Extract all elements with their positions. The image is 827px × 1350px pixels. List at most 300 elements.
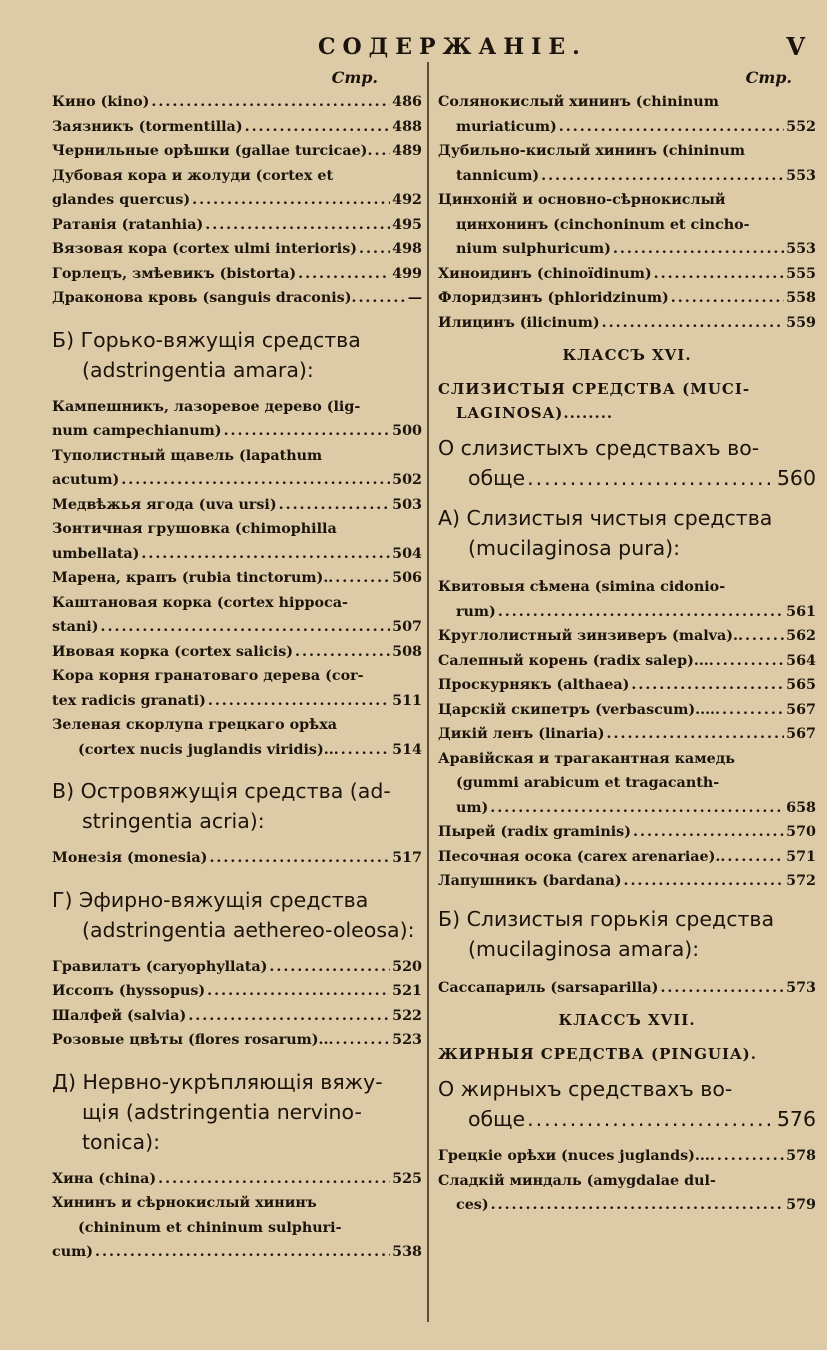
entry-text: um) [456, 799, 489, 816]
page-number: 514 [392, 741, 422, 758]
entry-text: обще [468, 1107, 526, 1131]
entry-line [52, 1028, 422, 1053]
entry-text: acutum) [52, 472, 120, 488]
toc-entry [52, 566, 422, 591]
toc-entry [52, 213, 422, 238]
page-column-label: Стр. [331, 68, 378, 87]
entry-text: Кино (kino) [52, 94, 150, 110]
toc-entry [52, 517, 422, 566]
toc-entry [438, 262, 816, 287]
page-number: 488 [392, 118, 422, 135]
page-number: 492 [392, 192, 422, 208]
entry-line [438, 237, 816, 262]
toc-entry [438, 1169, 816, 1218]
entry-line [52, 979, 422, 1004]
heading-line: tonica): [82, 1129, 161, 1154]
dot-leader [527, 1104, 775, 1134]
page-number: 503 [392, 496, 422, 513]
section-heading [52, 1067, 422, 1157]
page-number: 502 [392, 472, 422, 488]
toc-entry [52, 395, 422, 444]
dot-leader [745, 624, 784, 649]
entry-text: Салепный корень (radix salep).... [438, 652, 714, 669]
entry-line [52, 444, 422, 469]
dot-leader [192, 188, 390, 213]
page-number: 506 [392, 570, 422, 586]
entry-text: muriaticum) [456, 118, 557, 135]
column-divider [427, 62, 429, 1322]
page-number: 522 [392, 1007, 422, 1024]
entry-line [52, 1167, 422, 1192]
page-number: 564 [786, 652, 816, 669]
class-heading: КЛАССЪ XVI. [562, 346, 692, 364]
heading-line: (adstringentia aethereo-oleosa): [82, 917, 415, 942]
entry-text: ces) [456, 1197, 489, 1213]
entry-line [52, 395, 422, 420]
entry-text: Сладкій миндаль (amygdalae dul- [438, 1172, 716, 1189]
dot-leader [671, 286, 784, 311]
entry-text: Лапушникъ (bardana) [438, 873, 622, 889]
page-number: 578 [786, 1148, 816, 1164]
entry-text: Драконова кровь (sanguis draconis). [52, 290, 357, 306]
entry-line [438, 976, 816, 1001]
dot-leader [209, 846, 390, 871]
page-number: 504 [392, 545, 422, 562]
dot-leader [358, 286, 405, 311]
section-heading [52, 325, 422, 385]
entry-text: num campechianum) [52, 423, 222, 439]
entry-text: Хининъ и сѣрнокислый хининъ [52, 1195, 317, 1211]
dot-leader [158, 1167, 390, 1192]
entry-line [52, 542, 422, 567]
entry-text: glandes quercus) [52, 192, 191, 208]
page-number: 571 [786, 848, 816, 865]
entry-text: Зонтичная грушовка (chimophilla [52, 521, 337, 537]
toc-entry [438, 869, 816, 894]
entry-line [438, 747, 816, 772]
entry-text: Дикій ленъ (linaria) [438, 726, 605, 742]
entry-text: stani) [52, 619, 99, 635]
page-number: 538 [392, 1244, 422, 1260]
page-number: 553 [786, 241, 816, 257]
page-number: 559 [786, 314, 816, 331]
entry-text: Дубовая кора и жолуди (cortex et [52, 167, 334, 184]
entry-text: Кампешникъ, лазоревое дерево (lig- [52, 398, 361, 415]
entry-line [52, 1216, 422, 1241]
dot-leader [121, 468, 390, 493]
page-number: 567 [786, 726, 816, 742]
dot-leader [205, 213, 390, 238]
entry-line [438, 139, 816, 164]
entry-line [52, 115, 422, 140]
entry-text: Гравилатъ (caryophyllata) [52, 958, 268, 975]
toc-entry [438, 575, 816, 624]
entry-line [52, 1191, 422, 1216]
entry-line [52, 615, 422, 640]
page-number: 579 [786, 1197, 816, 1213]
entry-line [52, 566, 422, 591]
entry-line [438, 401, 816, 425]
toc-entry [52, 286, 422, 311]
dot-leader [101, 615, 391, 640]
entry-line [438, 624, 816, 649]
entry-text: Песочная осока (carex arenariae).. [438, 848, 726, 865]
entry-text: Туполистный щавель (lapathum [52, 447, 323, 464]
entry-text: Проскурнякъ (althaea) [438, 677, 630, 693]
entry-line [52, 213, 422, 238]
entry-text: rum) [456, 603, 496, 620]
entry-line [438, 1193, 816, 1218]
toc-entry [52, 640, 422, 665]
dot-leader [245, 115, 391, 140]
page-number: 499 [392, 265, 422, 282]
section-heading [438, 503, 816, 563]
entry-line [438, 722, 816, 747]
page-number: 486 [392, 94, 422, 110]
toc-entry [52, 1004, 422, 1029]
class-heading: КЛАССЪ XVII. [558, 1011, 696, 1029]
entry-line [52, 139, 422, 164]
entry-line [438, 311, 816, 336]
dot-leader [224, 419, 391, 444]
toc-entry [52, 164, 422, 213]
page-number: 521 [392, 983, 422, 999]
toc-entry [438, 747, 816, 821]
toc-entry [438, 698, 816, 723]
dot-leader [490, 796, 784, 821]
toc-entry [52, 493, 422, 518]
heading-line: Д) Нервно-укрѣпляющія вяжу- [52, 1069, 383, 1094]
heading-line: (mucilaginosa pura): [468, 536, 681, 560]
entry-text: Круглолистный зинзиверъ (malva).. [438, 628, 743, 644]
class-title [438, 377, 816, 425]
dot-leader [341, 738, 390, 763]
dot-leader [527, 463, 775, 493]
entry-text: Марена, крапъ (rubia tinctorum).. [52, 570, 334, 586]
toc-entry [52, 237, 422, 262]
entry-text: Шалфей (salvia) [52, 1007, 187, 1024]
dot-leader [541, 164, 784, 189]
section-heading [52, 776, 422, 836]
entry-line [52, 517, 422, 542]
entry-text: Царскій скипетръ (verbascum)..... [438, 701, 721, 718]
entry-text: Солянокислый хининъ (chininum [438, 94, 719, 110]
entry-text: Горлецъ, змѣевикъ (bistorta) [52, 265, 297, 282]
dot-leader [613, 237, 784, 262]
dot-leader [716, 649, 784, 674]
entry-text: Хина (china) [52, 1170, 157, 1187]
entry-line [52, 640, 422, 665]
page-number: 525 [392, 1170, 422, 1187]
dot-leader [95, 1240, 390, 1265]
toc-entry [52, 1167, 422, 1192]
entry-text: цинхонинъ (cinchoninum et cincho- [456, 216, 750, 233]
toc-entry [52, 591, 422, 640]
entry-line [438, 771, 816, 796]
toc-entry [52, 262, 422, 287]
entry-line [438, 673, 816, 698]
entry-text: Медвѣжья ягода (uva ursi) [52, 496, 277, 513]
page-number: 573 [786, 979, 816, 996]
dot-leader [602, 311, 785, 336]
entry-line [438, 286, 816, 311]
page-number: 520 [392, 958, 422, 975]
dot-leader [208, 689, 390, 714]
class-title [438, 1042, 816, 1066]
entry-line [438, 115, 816, 140]
entry-line [52, 689, 422, 714]
page-number: 517 [392, 850, 422, 866]
entry-line [438, 869, 816, 894]
entry-text: (cortex nucis juglandis viridis)... [78, 741, 339, 758]
entry-text: Флоридзинъ (phloridzinum) [438, 290, 669, 306]
entry-line [52, 955, 422, 980]
entry-line [438, 90, 816, 115]
page-number: 562 [786, 628, 816, 644]
toc-entry [52, 713, 422, 762]
entry-text: umbellata) [52, 545, 140, 562]
heading-line: stringentia acria): [82, 809, 265, 833]
dot-leader [298, 262, 390, 287]
entry-text: nium sulphuricum) [456, 241, 611, 257]
entry-line [52, 90, 422, 115]
page-number: 576 [776, 1107, 816, 1131]
entry-text: Чернильные орѣшки (gallae turcicae). [52, 143, 373, 159]
section-heading [438, 1074, 816, 1134]
entry-line [52, 846, 422, 871]
entry-line [52, 1004, 422, 1029]
section-heading [438, 433, 816, 493]
entry-line [52, 713, 422, 738]
left-entries [52, 90, 422, 1265]
entry-line [438, 213, 816, 238]
entry-text: Каштановая корка (cortex hippoca- [52, 594, 348, 611]
toc-entry [438, 673, 816, 698]
toc-entry [52, 444, 422, 493]
entry-line [52, 237, 422, 262]
entry-line [52, 164, 422, 189]
page-number: 508 [392, 643, 422, 660]
dot-leader [207, 979, 390, 1004]
page-numeral: V [786, 32, 805, 61]
page-number: 495 [392, 216, 422, 233]
dot-leader [295, 640, 390, 665]
page-number: 572 [786, 873, 816, 889]
dot-leader [335, 1028, 390, 1053]
entry-text: Илицинъ (ilicinum) [438, 314, 600, 331]
entry-line [438, 1074, 816, 1104]
page-number: 523 [392, 1032, 422, 1048]
entry-line [52, 1240, 422, 1265]
dot-leader [491, 1193, 785, 1218]
heading-line: (mucilaginosa amara): [468, 936, 700, 961]
entry-text: cum) [52, 1244, 93, 1260]
entry-text: О жирныхъ средствахъ во- [438, 1077, 733, 1101]
page-number: 489 [392, 143, 422, 159]
page-number: 658 [786, 799, 816, 816]
entry-line [52, 468, 422, 493]
dot-leader [269, 955, 390, 980]
toc-entry [438, 188, 816, 262]
dot-leader [335, 566, 390, 591]
entry-line [52, 262, 422, 287]
page-number: — [407, 290, 422, 306]
entry-text: Ратанія (ratanhia) [52, 216, 204, 233]
page-number: 560 [776, 466, 816, 490]
entry-line [438, 463, 816, 493]
toc-entry [52, 90, 422, 115]
page-header [0, 30, 827, 66]
dot-leader [623, 869, 784, 894]
entry-text: обще [468, 466, 526, 490]
toc-entry [438, 286, 816, 311]
toc-entry [52, 955, 422, 980]
entry-text: Дубильно-кислый хининъ (chininum [438, 143, 745, 159]
entry-line [438, 1169, 816, 1194]
toc-entry [438, 624, 816, 649]
entry-line [438, 820, 816, 845]
dot-leader [374, 139, 390, 164]
entry-text: Хиноидинъ (chinoïdinum) [438, 265, 652, 282]
entry-line [52, 419, 422, 444]
heading-line: В) Островяжущія средства (ad- [52, 779, 391, 803]
entry-text: Ивовая корка (cortex salicis) [52, 643, 294, 660]
heading-line: (adstringentia amara): [82, 357, 314, 382]
toc-entry [52, 846, 422, 871]
entry-text: tex radicis granati) [52, 692, 206, 709]
entry-text: СЛИЗИСТЫЯ СРЕДСТВА (MUCI- [438, 380, 751, 398]
toc-entry [438, 845, 816, 870]
page-number: 561 [786, 603, 816, 620]
page-number: 565 [786, 677, 816, 693]
toc-entry [52, 115, 422, 140]
entry-line [438, 262, 816, 287]
entry-text: Монезія (monesia) [52, 850, 208, 866]
page-number: 558 [786, 290, 816, 306]
page-column-label: Стр. [745, 68, 792, 87]
dot-leader [188, 1004, 390, 1029]
entry-text: LAGINOSA)........ [456, 404, 614, 422]
toc-entry [438, 976, 816, 1001]
entry-text: (gummi arabicum et tragacanth- [456, 775, 720, 791]
heading-line: Б) Слизистыя горькія средства [438, 906, 775, 931]
toc-entry [438, 820, 816, 845]
dot-leader [631, 673, 784, 698]
entry-line [438, 433, 816, 463]
entry-line [438, 698, 816, 723]
page-title: СОДЕРЖАНІЕ. [318, 34, 587, 60]
entry-line [438, 1042, 816, 1066]
entry-text: tannicum) [456, 167, 540, 184]
page-number: 553 [786, 167, 816, 184]
toc-entry [52, 979, 422, 1004]
page-number: 570 [786, 824, 816, 840]
dot-leader [151, 90, 390, 115]
dot-leader [727, 845, 784, 870]
entry-text: Квитовыя сѣмена (simina cidonio- [438, 579, 726, 595]
toc-entry [438, 311, 816, 336]
entry-text: Вязовая кора (cortex ulmi interioris) [52, 241, 358, 257]
entry-text: Цинхоній и основно-сѣрнокислый [438, 192, 726, 208]
dot-leader [279, 493, 391, 518]
dot-leader [498, 600, 784, 625]
right-column [438, 66, 816, 1218]
entry-text: Кора корня гранатоваго дерева (cor- [52, 668, 364, 684]
entry-text: (chininum et chininum sulphuri- [78, 1219, 342, 1236]
dot-leader [607, 722, 785, 747]
dot-leader [359, 237, 390, 262]
entry-line [438, 188, 816, 213]
entry-text: Розовые цвѣты (flores rosarum)... [52, 1032, 334, 1048]
heading-line: А) Слизистыя чистыя средства [438, 506, 773, 530]
page-number: 511 [392, 692, 422, 709]
entry-line [52, 493, 422, 518]
page-number: 507 [392, 619, 422, 635]
dot-leader [633, 820, 784, 845]
entry-line [438, 1144, 816, 1169]
entry-line [438, 377, 816, 401]
entry-line [438, 649, 816, 674]
left-column [52, 66, 422, 1265]
entry-line [438, 600, 816, 625]
entry-text: Пырей (radix graminis) [438, 824, 631, 840]
heading-line: щія (adstringentia nervino- [82, 1099, 362, 1124]
page-number: 555 [786, 265, 816, 282]
entry-text: Аравійская и трагакантная камедь [438, 750, 735, 767]
toc-entry [52, 139, 422, 164]
entry-text: Грецкіе орѣхи (nuces juglands).... [438, 1148, 715, 1164]
page-number: 552 [786, 118, 816, 135]
page-number: 498 [392, 241, 422, 257]
entry-line [52, 664, 422, 689]
entry-line [438, 575, 816, 600]
toc-entry [52, 1028, 422, 1053]
entry-text: Сассапариль (sarsaparilla) [438, 979, 659, 996]
entry-text: Зеленая скорлупа грецкаго орѣха [52, 717, 338, 733]
toc-entry [52, 1191, 422, 1265]
page-number: 567 [786, 701, 816, 718]
toc-entry [438, 139, 816, 188]
dot-leader [660, 976, 784, 1001]
toc-entry [438, 1144, 816, 1169]
entry-text: Заязникъ (tormentilla) [52, 118, 243, 135]
toc-entry [438, 649, 816, 674]
entry-line [52, 286, 422, 311]
entry-line [438, 1104, 816, 1134]
entry-line [52, 188, 422, 213]
section-heading [438, 904, 816, 964]
toc-entry [52, 664, 422, 713]
right-entries [438, 90, 816, 1218]
page-number: 500 [392, 423, 422, 439]
entry-line [438, 845, 816, 870]
dot-leader [559, 115, 784, 140]
entry-text: О слизистыхъ средствахъ во- [438, 436, 760, 460]
entry-text: ЖИРНЫЯ СРЕДСТВА (PINGUIA). [438, 1045, 757, 1063]
entry-line [52, 738, 422, 763]
heading-line: Г) Эфирно-вяжущія средства [52, 887, 369, 912]
dot-leader [717, 1144, 784, 1169]
entry-text: Иссопъ (hyssopus) [52, 983, 206, 999]
toc-entry [438, 722, 816, 747]
dot-leader [141, 542, 390, 567]
toc-entry [438, 90, 816, 139]
entry-line [52, 591, 422, 616]
entry-line [438, 164, 816, 189]
heading-line: Б) Горько-вяжущія средства [52, 327, 361, 352]
dot-leader [654, 262, 785, 287]
dot-leader [722, 698, 784, 723]
